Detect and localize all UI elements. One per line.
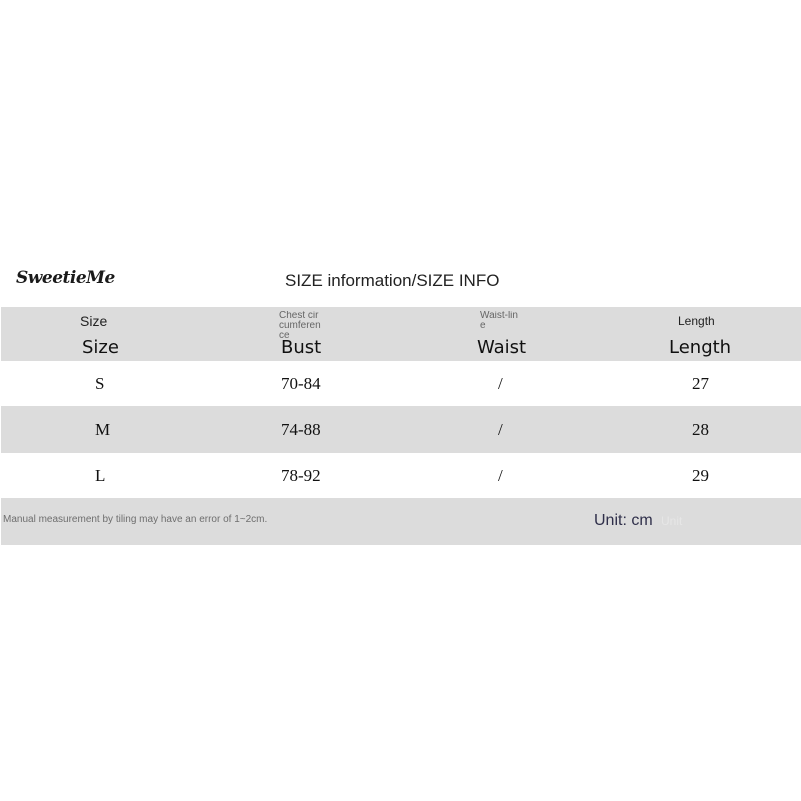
cell-bust: 78-92 xyxy=(281,465,321,485)
cell-bust: 74-88 xyxy=(281,419,321,439)
table-row xyxy=(1,361,801,406)
measurement-note: Manual measurement by tiling may have an error of 1~2cm. xyxy=(3,514,268,525)
table-row xyxy=(1,453,801,498)
cell-size: L xyxy=(95,465,106,485)
unit-label: Unit: cm xyxy=(594,512,653,529)
table-footer xyxy=(1,498,801,545)
header-label-size: Size xyxy=(82,337,119,358)
cell-waist: / xyxy=(498,419,503,439)
header-sub-label-waist xyxy=(480,311,522,331)
header-label-bust: Bust xyxy=(281,337,322,358)
table-header xyxy=(1,307,801,361)
cell-size: S xyxy=(95,373,105,393)
header-sub-label-chest-text: Chest circumference xyxy=(279,311,321,341)
cell-waist: / xyxy=(498,465,503,485)
cell-length: 28 xyxy=(692,419,709,439)
table-row xyxy=(1,406,801,453)
header-label-waist: Waist xyxy=(477,337,527,358)
header-sub-label-length: Length xyxy=(678,314,715,328)
header-label-length: Length xyxy=(669,337,732,358)
header-sub-label-size: Size xyxy=(80,313,108,329)
cell-length: 29 xyxy=(692,465,709,485)
cell-waist: / xyxy=(498,373,503,393)
page-title: SIZE information/SIZE INFO xyxy=(285,271,500,290)
unit-watermark: Unit xyxy=(661,514,683,528)
brand-logo: SweetieMe xyxy=(16,268,115,288)
cell-bust: 70-84 xyxy=(281,373,321,393)
header-sub-label-waist-text: Waist-line xyxy=(480,311,518,331)
cell-size: M xyxy=(95,419,111,439)
cell-length: 27 xyxy=(692,373,709,393)
